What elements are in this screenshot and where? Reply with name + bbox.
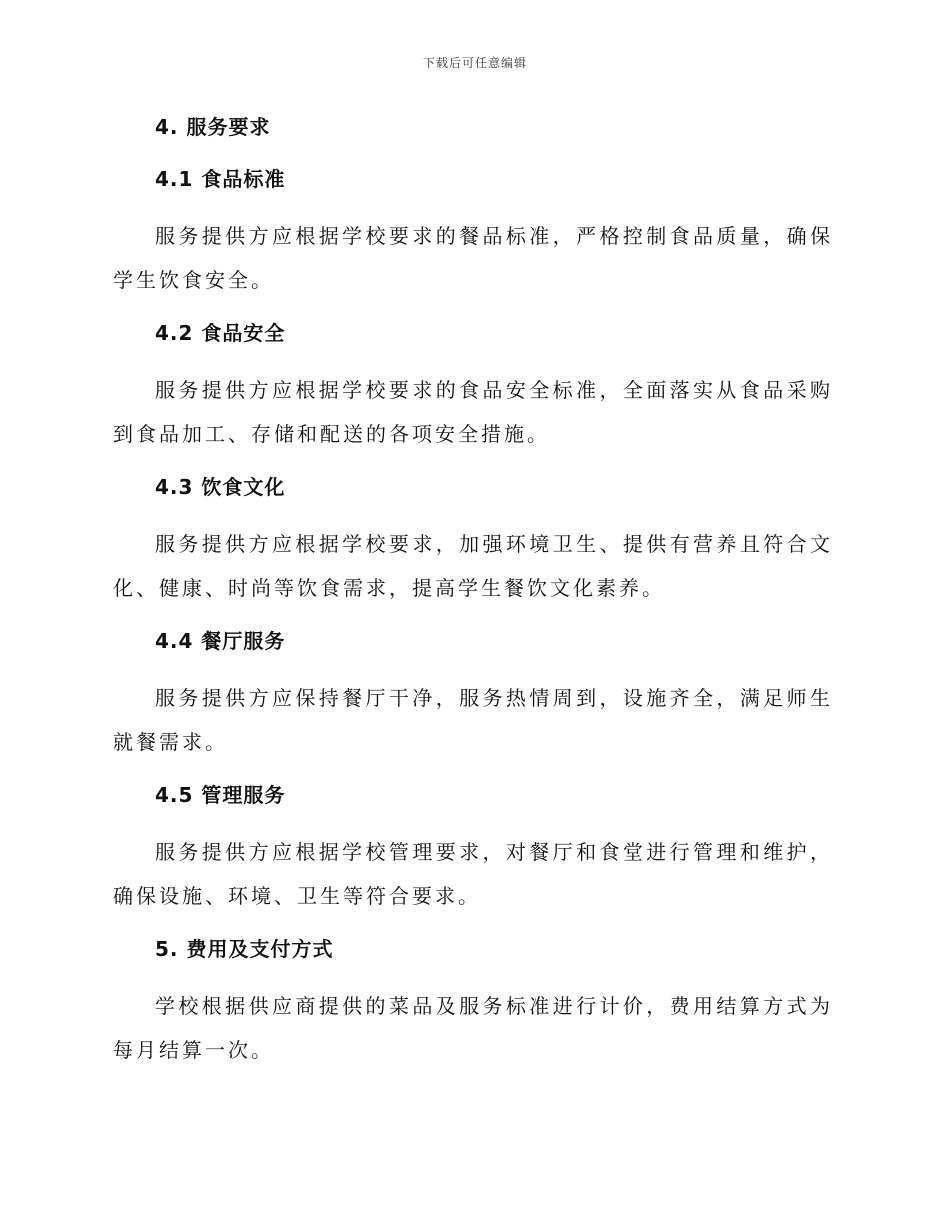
- section-text-4-4: 服务提供方应保持餐厅干净，服务热情周到，设施齐全，满足师生就餐需求。: [113, 686, 833, 754]
- section-heading-4-3: 4.3 饮食文化: [155, 475, 286, 499]
- header-note: 下载后可任意编辑: [422, 56, 527, 70]
- document-body: [113, 112, 833, 1072]
- section-heading-4-5: 4.5 管理服务: [155, 783, 286, 807]
- section-text-4-1: 服务提供方应根据学校要求的餐品标准，严格控制食品质量，确保学生饮食安全。: [113, 224, 833, 292]
- section-text-5: 学校根据供应商提供的菜品及服务标准进行计价，费用结算方式为每月结算一次。: [113, 994, 833, 1062]
- section-heading-4-2: 4.2 食品安全: [155, 321, 286, 345]
- section-heading-5: 5. 费用及支付方式: [155, 937, 334, 961]
- section-text-4-2: 服务提供方应根据学校要求的食品安全标准，全面落实从食品采购到食品加工、存储和配送的各项安全措施。: [113, 378, 833, 446]
- section-heading-4: 4. 服务要求: [155, 115, 271, 139]
- section-text-4-5: 服务提供方应根据学校管理要求，对餐厅和食堂进行管理和维护，确保设施、环境、卫生等符合要求。: [113, 840, 833, 908]
- section-text-4-3: 服务提供方应根据学校要求，加强环境卫生、提供有营养且符合文化、健康、时尚等饮食需求，提高学生餐饮文化素养。: [113, 532, 833, 600]
- section-heading-4-1: 4.1 食品标准: [155, 167, 286, 191]
- section-heading-4-4: 4.4 餐厅服务: [155, 629, 286, 653]
